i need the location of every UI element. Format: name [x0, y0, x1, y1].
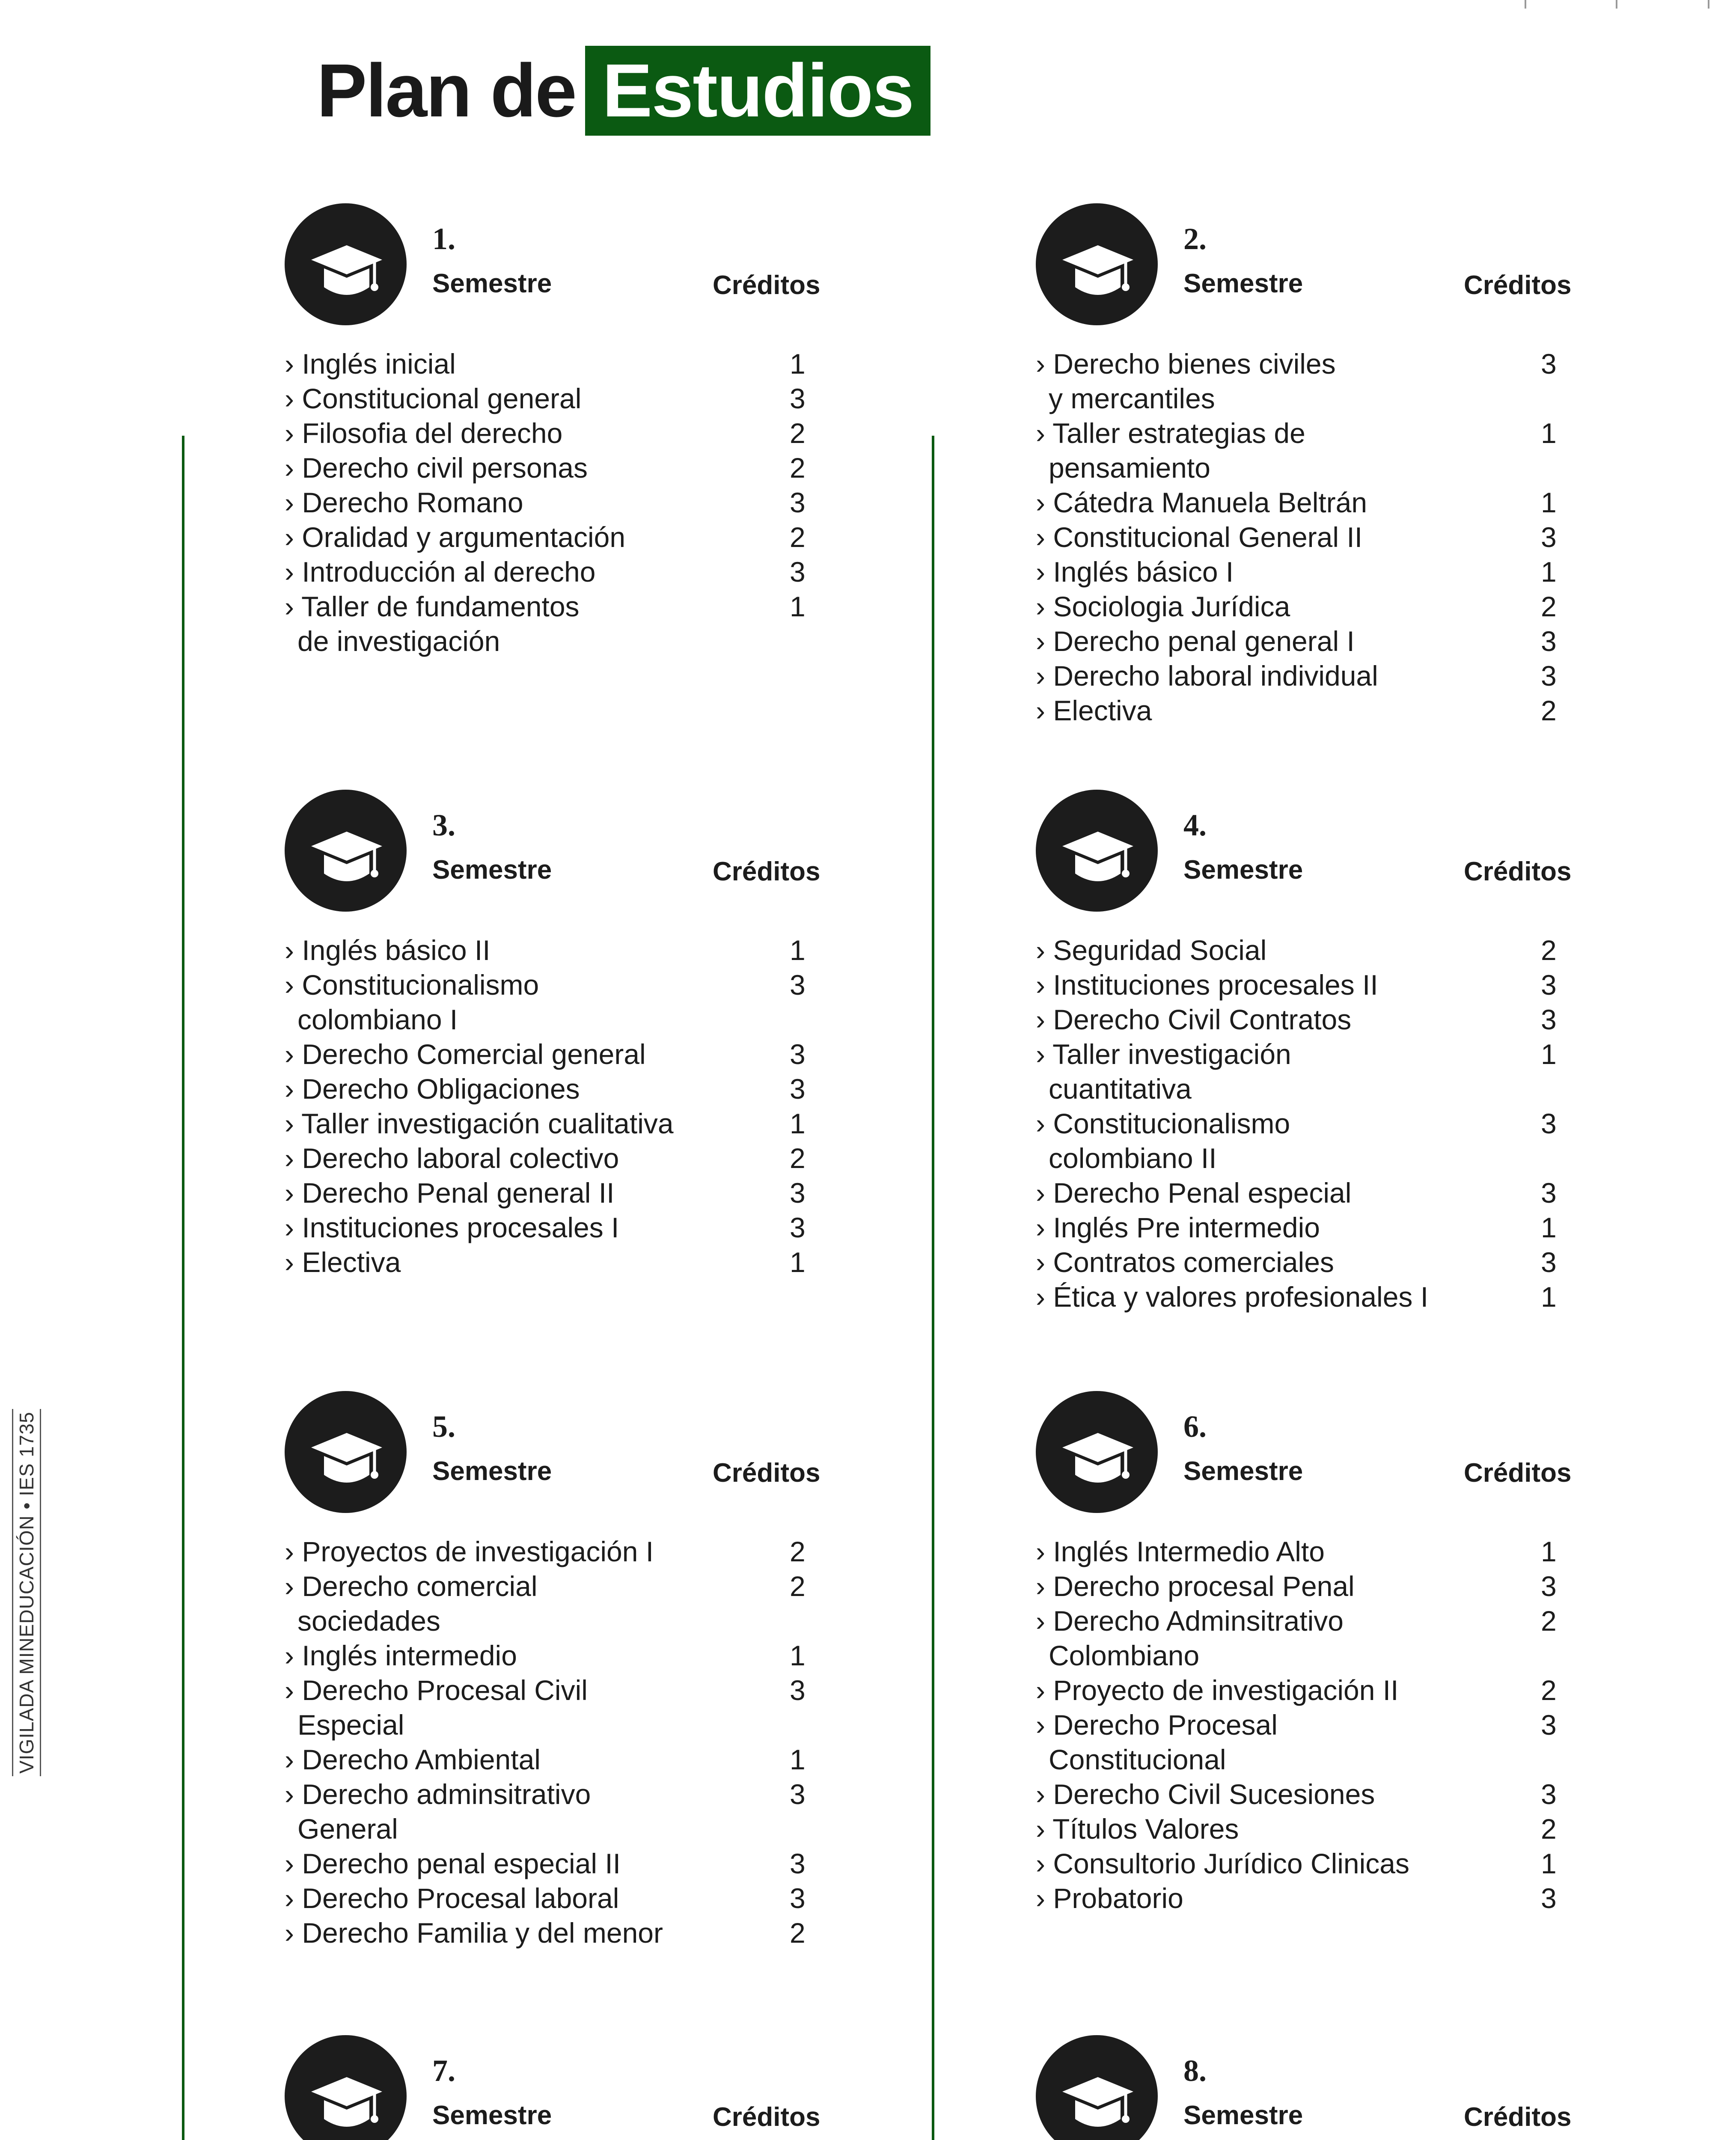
course-credits: 3 [790, 383, 806, 414]
course-row [1036, 1002, 1571, 1037]
course-credits: 3 [1541, 660, 1557, 692]
course-row [1036, 589, 1571, 624]
course-name: › Inglés inicial [285, 348, 456, 380]
course-name: › Seguridad Social [1036, 934, 1267, 966]
course-row [285, 1916, 820, 1950]
semester-icon [1036, 790, 1158, 912]
course-list [1036, 1534, 1571, 1916]
course-name: › Inglés Intermedio Alto [1036, 1536, 1325, 1567]
graduation-cap-icon [285, 1391, 407, 1513]
semester-icon [1036, 203, 1158, 325]
course-row [1036, 1569, 1571, 1604]
semester-label: Semestre [1183, 2101, 1303, 2130]
page-title [317, 41, 930, 140]
semester-label: Semestre [432, 2101, 552, 2130]
course-name: › Filosofia del derecho [285, 417, 563, 449]
graduation-cap-icon [285, 790, 407, 912]
course-credits: 3 [1541, 969, 1557, 1001]
semester-number: 6. [1183, 1409, 1207, 1444]
course-credits: 2 [790, 1917, 806, 1949]
course-row [1036, 485, 1571, 520]
course-row [1036, 1604, 1571, 1673]
course-name: › Derecho laboral colectivo [285, 1142, 619, 1174]
course-row [285, 1245, 820, 1280]
course-row [285, 1742, 820, 1777]
course-credits: 2 [1541, 934, 1557, 966]
course-credits: 3 [790, 969, 806, 1001]
course-name: › Cátedra Manuela Beltrán [1036, 487, 1367, 518]
course-name: › Proyectos de investigación I [285, 1536, 654, 1567]
course-name: › Probatorio [1036, 1882, 1183, 1914]
semester-number: 4. [1183, 808, 1207, 842]
course-credits: 3 [1541, 1108, 1557, 1139]
divider-center [932, 436, 934, 2140]
course-name: › Derecho Civil Sucesiones [1036, 1778, 1375, 1810]
course-credits: 3 [790, 1882, 806, 1914]
course-name: › Taller de fundamentos [285, 591, 580, 622]
course-row [1036, 659, 1571, 693]
semester-label: Semestre [432, 855, 552, 885]
course-name: › Derecho civil personas [285, 452, 588, 484]
graduation-cap-icon [1036, 790, 1158, 912]
course-name: › Introducción al derecho [285, 556, 596, 588]
course-credits: 2 [790, 1570, 806, 1602]
course-credits: 2 [790, 521, 806, 553]
course-row [285, 1569, 820, 1638]
course-name: › Instituciones procesales II [1036, 969, 1378, 1001]
course-name: › Inglés Pre intermedio [1036, 1212, 1320, 1243]
course-row [285, 1210, 820, 1245]
course-row [1036, 1176, 1571, 1210]
course-row [285, 381, 820, 416]
side-legal-text: VIGILADA MINEDUCACIÓN • IES 1735 [12, 1409, 41, 1776]
course-credits: 3 [790, 1778, 806, 1810]
course-name: › Derecho comercial [285, 1570, 538, 1602]
course-name: › Inglés básico II [285, 934, 490, 966]
course-credits: 1 [1541, 1536, 1557, 1567]
course-row [1036, 1534, 1571, 1569]
course-credits: 1 [790, 591, 806, 622]
course-row [285, 1673, 820, 1742]
course-credits: 1 [790, 934, 806, 966]
course-name: › Instituciones procesales I [285, 1212, 619, 1243]
course-credits: 3 [790, 1848, 806, 1879]
course-name: › Derecho Procesal [1036, 1709, 1278, 1741]
semester-icon [1036, 1391, 1158, 1513]
course-name: › Inglés intermedio [285, 1640, 517, 1671]
course-row [285, 1176, 820, 1210]
course-name: › Taller estrategias de [1036, 417, 1305, 449]
top-tick [1525, 0, 1526, 9]
semester-icon [285, 790, 407, 912]
course-row [285, 555, 820, 589]
course-row [1036, 1708, 1571, 1777]
course-credits: 1 [790, 1108, 806, 1139]
graduation-cap-icon [285, 2035, 407, 2140]
semester-label: Semestre [1183, 1456, 1303, 1486]
course-name: › Contratos comerciales [1036, 1246, 1334, 1278]
course-name: › Taller investigación [1036, 1038, 1291, 1070]
course-name: Constitucional [1049, 1744, 1226, 1775]
course-row [285, 1072, 820, 1106]
semester-label: Semestre [432, 1456, 552, 1486]
course-credits: 2 [790, 452, 806, 484]
semester-label: Semestre [432, 269, 552, 298]
credits-header: Créditos [713, 857, 820, 886]
graduation-cap-icon [285, 203, 407, 325]
course-name: › Derecho Penal especial [1036, 1177, 1352, 1209]
course-credits: 1 [1541, 1038, 1557, 1070]
course-credits: 3 [1541, 348, 1557, 380]
course-row [285, 485, 820, 520]
course-name: colombiano II [1049, 1142, 1217, 1174]
course-name: › Ética y valores profesionales I [1036, 1281, 1429, 1313]
course-row [1036, 1245, 1571, 1280]
course-name: › Derecho Civil Contratos [1036, 1004, 1352, 1035]
course-credits: 3 [790, 556, 806, 588]
semester-icon [1036, 2035, 1158, 2140]
course-row [1036, 1881, 1571, 1916]
graduation-cap-icon [1036, 1391, 1158, 1513]
course-credits: 1 [1541, 1212, 1557, 1243]
course-name: › Derecho laboral individual [1036, 660, 1378, 692]
course-name: y mercantiles [1049, 383, 1215, 414]
semester-label: Semestre [1183, 855, 1303, 885]
course-credits: 3 [1541, 625, 1557, 657]
course-row [1036, 1037, 1571, 1106]
course-name: › Consultorio Jurídico Clinicas [1036, 1848, 1409, 1879]
course-row [1036, 416, 1571, 485]
course-row [1036, 933, 1571, 968]
title-part-1: Plan de [317, 49, 576, 133]
course-name: › Derecho Adminsitrativo [1036, 1605, 1344, 1637]
course-credits: 1 [790, 1640, 806, 1671]
semester-number: 2. [1183, 222, 1207, 256]
course-name: › Derecho penal especial II [285, 1848, 621, 1879]
divider-left [182, 436, 184, 2140]
course-credits: 3 [1541, 1778, 1557, 1810]
course-name: Especial [297, 1709, 404, 1741]
course-name: › Electiva [1036, 695, 1152, 726]
course-name: › Constitucional General II [1036, 521, 1363, 553]
credits-header: Créditos [1464, 857, 1572, 886]
course-name: › Derecho Penal general II [285, 1177, 615, 1209]
top-tick [1708, 0, 1709, 9]
course-name: › Derecho Familia y del menor [285, 1917, 663, 1949]
course-credits: 3 [790, 1674, 806, 1706]
course-credits: 2 [1541, 1674, 1557, 1706]
semester-number: 3. [432, 808, 455, 842]
credits-header: Créditos [1464, 270, 1572, 300]
course-row [285, 1638, 820, 1673]
course-name: sociedades [297, 1605, 440, 1637]
course-row [1036, 1280, 1571, 1314]
course-row [1036, 693, 1571, 728]
course-row [285, 520, 820, 555]
course-list [1036, 347, 1571, 728]
course-credits: 1 [1541, 1848, 1557, 1879]
course-row [1036, 1846, 1571, 1881]
semester-icon [285, 2035, 407, 2140]
course-row [285, 1777, 820, 1846]
course-name: › Derecho Obligaciones [285, 1073, 580, 1105]
course-row [285, 1106, 820, 1141]
course-name: › Derecho adminsitrativo [285, 1778, 591, 1810]
course-credits: 1 [790, 348, 806, 380]
course-row [285, 1141, 820, 1176]
course-name: › Oralidad y argumentación [285, 521, 626, 553]
course-credits: 2 [1541, 1605, 1557, 1637]
course-credits: 3 [790, 1212, 806, 1243]
course-row [1036, 347, 1571, 416]
course-credits: 2 [790, 1142, 806, 1174]
course-credits: 2 [1541, 695, 1557, 726]
course-name: › Constitucionalismo [1036, 1108, 1290, 1139]
semester-number: 8. [1183, 2054, 1207, 2088]
course-row [285, 451, 820, 485]
title-part-2-highlight: Estudios [585, 46, 930, 136]
course-name: General [297, 1813, 398, 1845]
course-credits: 3 [790, 1177, 806, 1209]
course-row [1036, 968, 1571, 1002]
course-list [1036, 933, 1571, 1314]
course-credits: 1 [790, 1744, 806, 1775]
course-name: › Sociologia Jurídica [1036, 591, 1290, 622]
course-name: › Inglés básico I [1036, 556, 1234, 588]
course-row [285, 1534, 820, 1569]
course-row [1036, 624, 1571, 659]
course-name: › Electiva [285, 1246, 401, 1278]
course-name: de investigación [297, 625, 500, 657]
course-credits: 1 [1541, 1281, 1557, 1313]
course-name: › Títulos Valores [1036, 1813, 1239, 1845]
course-name: › Derecho bienes civiles [1036, 348, 1336, 380]
semester-label: Semestre [1183, 269, 1303, 298]
course-row [285, 968, 820, 1037]
course-name: › Constitucional general [285, 383, 582, 414]
top-tick [1616, 0, 1617, 9]
course-name: Colombiano [1049, 1640, 1200, 1671]
course-name: › Derecho Comercial general [285, 1038, 646, 1070]
semester-number: 7. [432, 2054, 455, 2088]
credits-header: Créditos [1464, 2102, 1572, 2132]
course-name: pensamiento [1049, 452, 1210, 484]
course-row [1036, 1210, 1571, 1245]
graduation-cap-icon [1036, 2035, 1158, 2140]
course-row [285, 589, 820, 659]
course-credits: 3 [1541, 1177, 1557, 1209]
course-credits: 1 [1541, 487, 1557, 518]
course-credits: 3 [1541, 1709, 1557, 1741]
course-name: › Proyecto de investigación II [1036, 1674, 1399, 1706]
credits-header: Créditos [713, 2102, 820, 2132]
course-list [285, 347, 820, 659]
course-name: › Derecho penal general I [1036, 625, 1355, 657]
course-credits: 3 [1541, 1570, 1557, 1602]
course-name: cuantitativa [1049, 1073, 1192, 1105]
course-row [1036, 555, 1571, 589]
course-name: › Taller investigación cualitativa [285, 1108, 674, 1139]
course-row [1036, 1106, 1571, 1176]
course-row [285, 1037, 820, 1072]
semester-number: 5. [432, 1409, 455, 1444]
course-credits: 3 [790, 1038, 806, 1070]
course-row [285, 1881, 820, 1916]
course-credits: 3 [790, 487, 806, 518]
course-credits: 3 [1541, 521, 1557, 553]
semester-number: 1. [432, 222, 455, 256]
credits-header: Créditos [713, 1458, 820, 1488]
course-name: › Derecho Procesal laboral [285, 1882, 619, 1914]
course-row [285, 416, 820, 451]
course-credits: 3 [1541, 1004, 1557, 1035]
course-credits: 3 [1541, 1882, 1557, 1914]
course-name: › Derecho Procesal Civil [285, 1674, 588, 1706]
course-list [285, 1534, 820, 1950]
course-row [1036, 520, 1571, 555]
course-credits: 2 [790, 417, 806, 449]
course-name: › Derecho procesal Penal [1036, 1570, 1355, 1602]
course-name: colombiano I [297, 1004, 458, 1035]
course-row [285, 1846, 820, 1881]
course-credits: 1 [1541, 556, 1557, 588]
semester-icon [285, 1391, 407, 1513]
credits-header: Créditos [713, 270, 820, 300]
credits-header: Créditos [1464, 1458, 1572, 1488]
course-row [1036, 1673, 1571, 1708]
course-credits: 3 [790, 1073, 806, 1105]
semester-icon [285, 203, 407, 325]
course-list [285, 933, 820, 1280]
course-name: › Derecho Romano [285, 487, 523, 518]
course-credits: 3 [1541, 1246, 1557, 1278]
course-row [1036, 1812, 1571, 1846]
course-row [285, 347, 820, 381]
course-name: › Constitucionalismo [285, 969, 539, 1001]
course-credits: 2 [1541, 591, 1557, 622]
course-row [285, 933, 820, 968]
course-name: › Derecho Ambiental [285, 1744, 541, 1775]
course-credits: 1 [1541, 417, 1557, 449]
course-credits: 2 [1541, 1813, 1557, 1845]
course-row [1036, 1777, 1571, 1812]
course-credits: 1 [790, 1246, 806, 1278]
course-credits: 2 [790, 1536, 806, 1567]
graduation-cap-icon [1036, 203, 1158, 325]
